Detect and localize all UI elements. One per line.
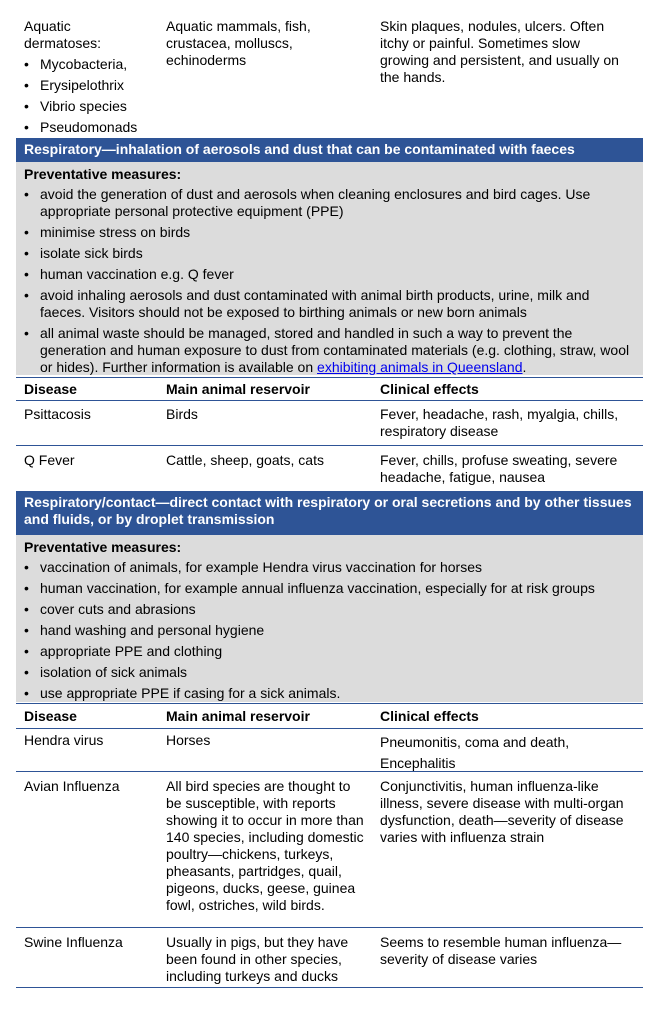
preventative-measures-respiratory-contact — [16, 535, 643, 702]
column-header-reservoir: Main animal reservoir — [166, 381, 310, 397]
list-item: • human vaccination, for example annual influenza vaccination, especially for at risk groups — [24, 580, 635, 597]
table-row — [16, 928, 643, 988]
column-header-effects: Clinical effects — [380, 381, 479, 397]
measures-title: Preventative measures: — [24, 539, 182, 555]
effects-cell: Conjunctivitis, human influenza-like illness, severe disease with multi-organ dysfunction, death—severity of disease varies with influenza strain — [380, 778, 624, 845]
list-item: • cover cuts and abrasions — [24, 601, 635, 618]
table-row-aquatic — [16, 14, 643, 136]
measure-text: all animal waste should be managed, stored and handled in such a way to prevent the generation and human exposure to dust from contaminated materials (e.g. clothing, straw, wool or hides). Further information is available on — [40, 325, 630, 375]
list-item: • vaccination of animals, for example Hendra virus vaccination for horses — [24, 559, 635, 576]
list-item: • Mycobacteria, — [24, 56, 164, 73]
disease-cell: Psittacosis — [24, 406, 91, 422]
column-header-reservoir: Main animal reservoir — [166, 708, 310, 724]
list-item: • human vaccination e.g. Q fever — [24, 266, 635, 283]
column-header-effects: Clinical effects — [380, 708, 479, 724]
measures-list — [24, 186, 635, 376]
effects-cell: Fever, chills, profuse sweating, severe headache, fatigue, nausea — [380, 452, 618, 485]
list-item: • appropriate PPE and clothing — [24, 643, 635, 660]
disease-cell: Swine Influenza — [24, 934, 123, 950]
disease-cell — [24, 18, 164, 140]
effects-line: Pneumonitis, coma and death, — [380, 734, 570, 750]
list-item: • Vibrio species — [24, 98, 164, 115]
section-header-respiratory: Respiratory—inhalation of aerosols and dust that can be contaminated with faeces — [16, 138, 643, 162]
reservoir-cell: Cattle, sheep, goats, cats — [166, 452, 324, 468]
list-item — [24, 325, 635, 376]
preventative-measures-respiratory — [16, 162, 643, 375]
column-header-disease: Disease — [24, 381, 77, 397]
table-row — [16, 772, 643, 928]
table-row — [16, 728, 643, 772]
reservoir-cell: Horses — [166, 732, 211, 748]
reservoir-cell: All bird species are thought to be susceptible, with reports showing it to occur in more than 140 species, including domestic poultry—chickens, turkeys, pheasants, partridges, quail, pigeons, ducks, geese, guinea fowl, ostriches, wild birds. — [166, 778, 364, 913]
list-item: • Erysipelothrix — [24, 77, 164, 94]
effects-cell: Fever, headache, rash, myalgia, chills, respiratory disease — [380, 406, 619, 439]
disease-cell: Avian Influenza — [24, 778, 120, 794]
effects-cell — [380, 732, 640, 774]
table-header-row — [16, 703, 643, 729]
measures-title: Preventative measures: — [24, 166, 182, 182]
list-item: • hand washing and personal hygiene — [24, 622, 635, 639]
table-row — [16, 446, 643, 490]
column-header-disease: Disease — [24, 708, 77, 724]
list-item: • use appropriate PPE if casing for a sick animals. — [24, 685, 635, 702]
measure-end: . — [522, 359, 527, 375]
list-item: • avoid the generation of dust and aerosols when cleaning enclosures and bird cages. Use appropriate personal protective equipment (PPE) — [24, 186, 635, 220]
measures-list — [24, 559, 635, 702]
list-item: • isolate sick birds — [24, 245, 635, 262]
effects-cell: Skin plaques, nodules, ulcers. Often itchy or painful. Sometimes slow growing and persistent, and usually on the hands. — [380, 18, 619, 85]
section-header-respiratory-contact: Respiratory/contact—direct contact with respiratory or oral secretions and by other tissues and fluids, or by droplet transmission — [16, 491, 643, 535]
list-item: • minimise stress on birds — [24, 224, 635, 241]
organism-list — [24, 56, 164, 136]
effects-cell: Seems to resemble human influenza—severity of disease varies — [380, 934, 622, 967]
disease-cell: Hendra virus — [24, 732, 104, 748]
list-item: • isolation of sick animals — [24, 664, 635, 681]
list-item: • Pseudomonads — [24, 119, 164, 136]
list-item: • avoid inhaling aerosols and dust contaminated with animal birth products, urine, milk and faeces. Visitors should not be exposed to birthing animals or new born animals — [24, 287, 635, 321]
disease-title: Aquatic dermatoses: — [24, 18, 102, 51]
reservoir-cell: Aquatic mammals, fish, crustacea, molluscs, echinoderms — [166, 18, 311, 68]
disease-cell: Q Fever — [24, 452, 75, 468]
reservoir-cell: Usually in pigs, but they have been found in other species, including turkeys and ducks — [166, 934, 349, 984]
exhibiting-animals-link[interactable]: exhibiting animals in Queensland — [317, 359, 523, 375]
effects-line: Encephalitis — [380, 755, 456, 771]
table-row — [16, 400, 643, 446]
table-header-row — [16, 377, 643, 401]
reservoir-cell: Birds — [166, 406, 198, 422]
